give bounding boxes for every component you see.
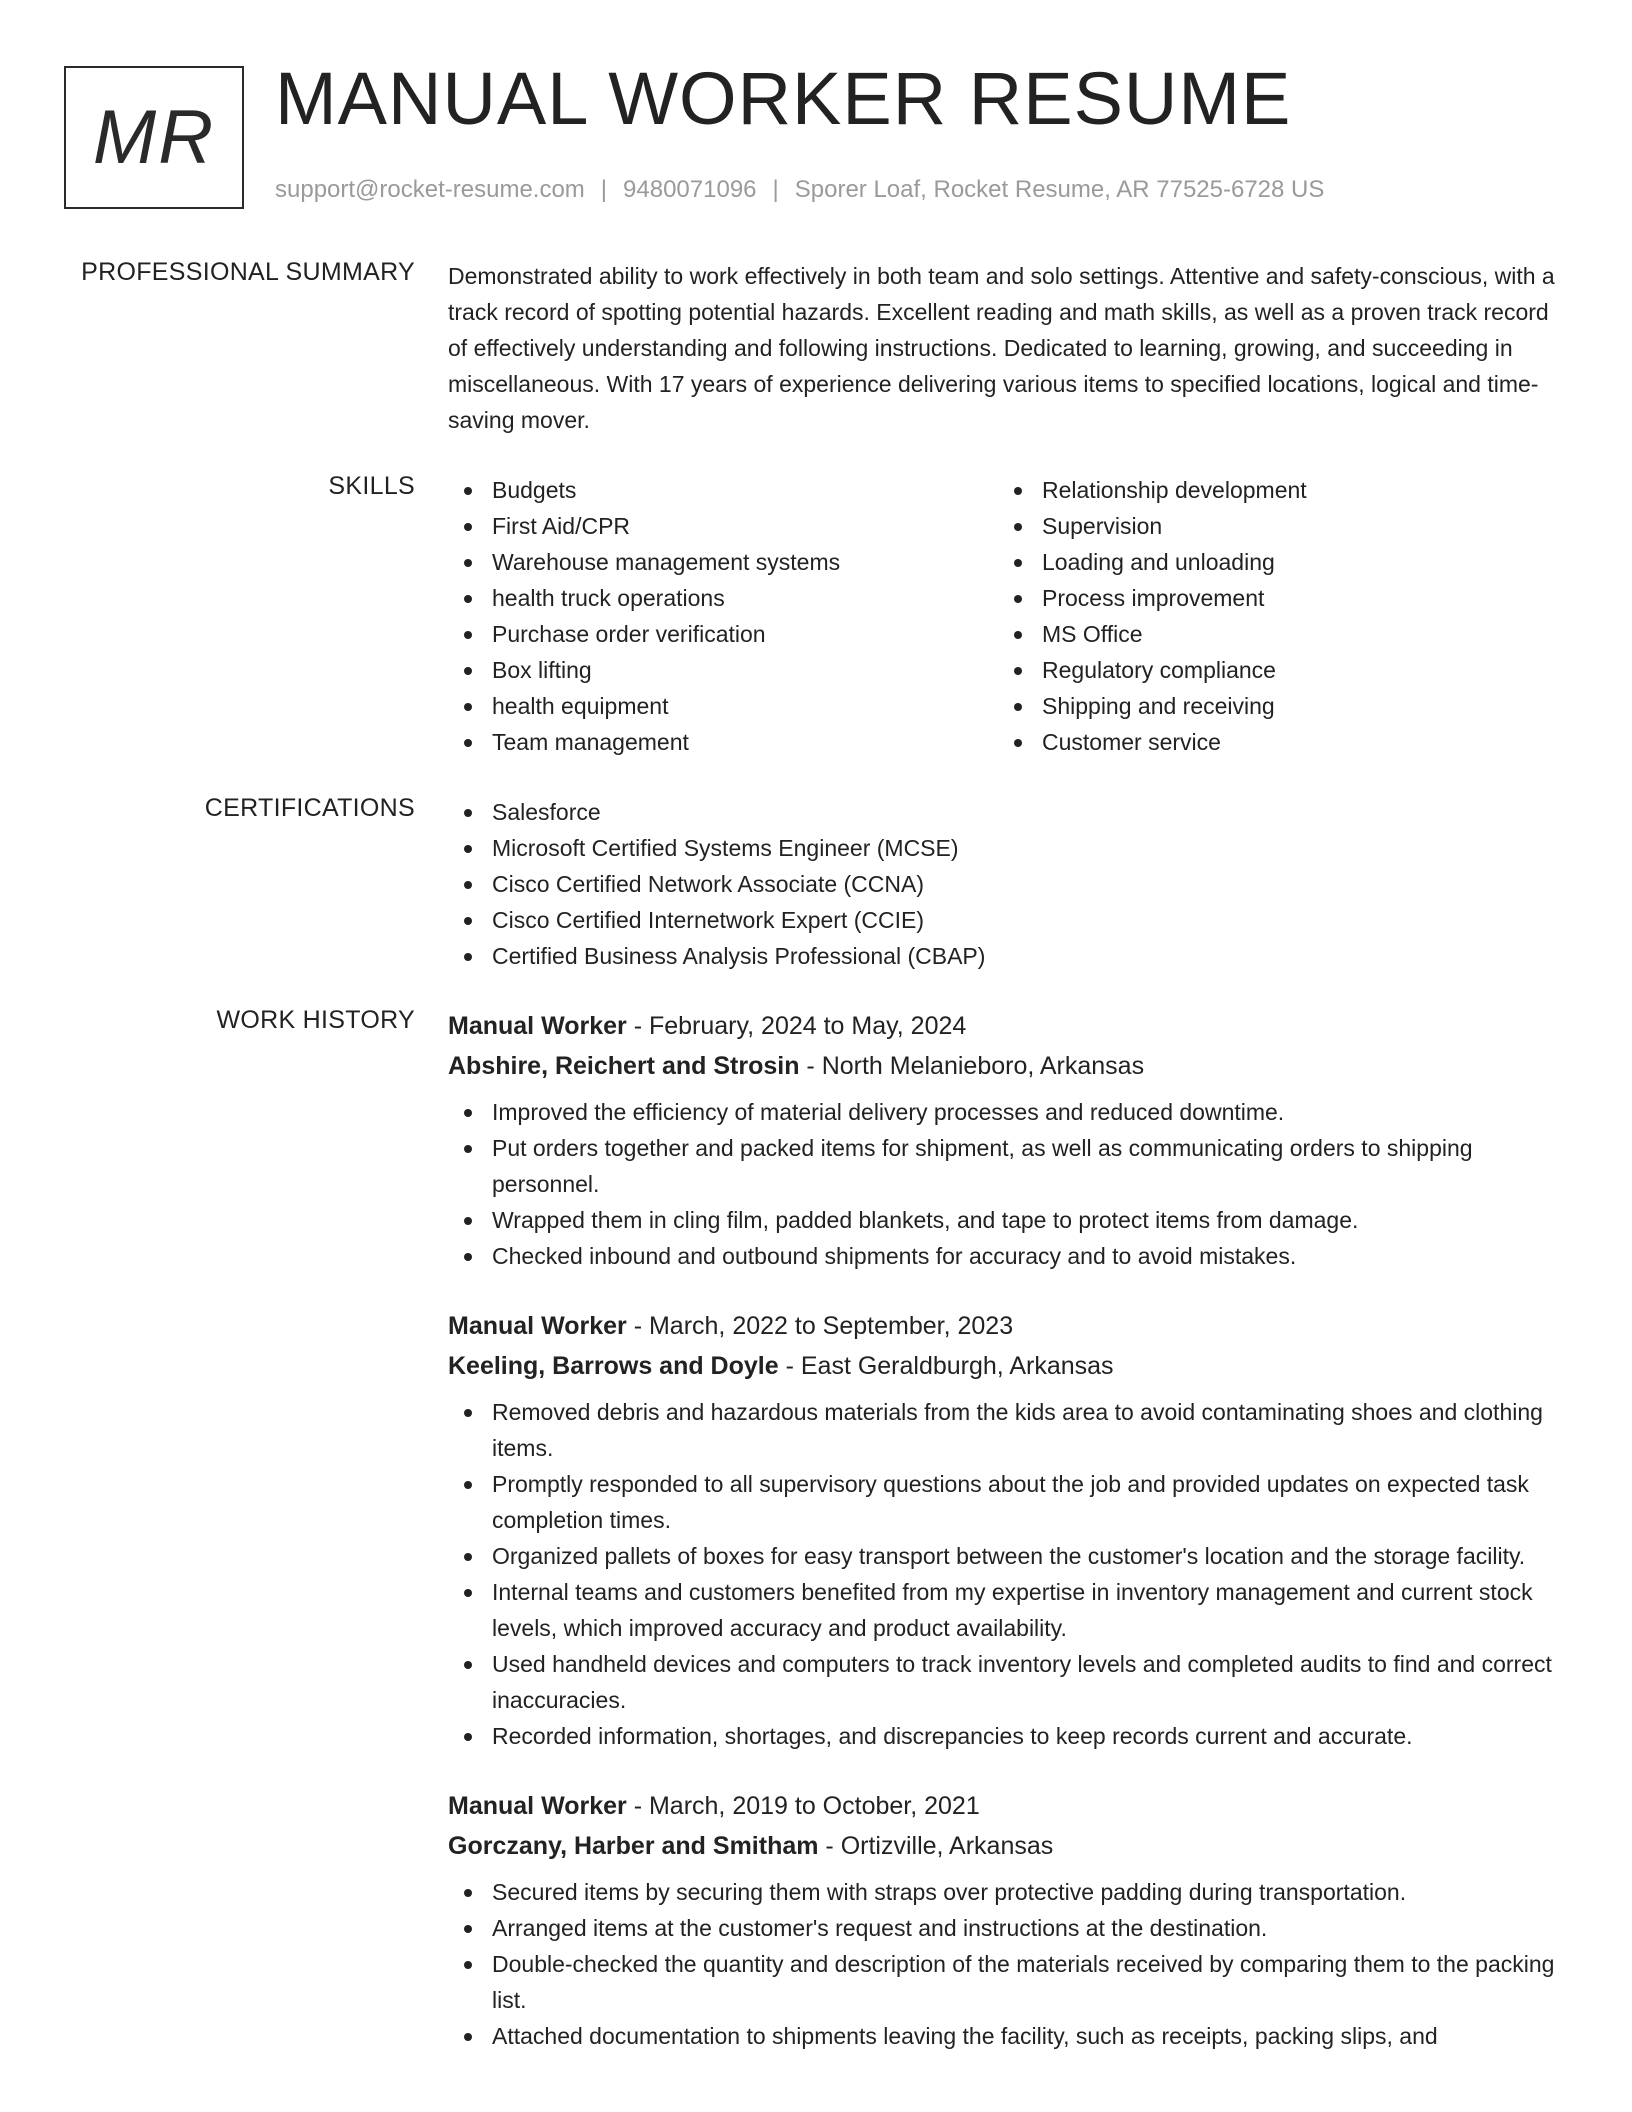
skill-item: First Aid/CPR	[448, 508, 998, 544]
skill-item: Warehouse management systems	[448, 544, 998, 580]
certification-item: Cisco Certified Network Associate (CCNA)	[448, 866, 1568, 902]
job-duty: Internal teams and customers benefited from my expertise in inventory management and current stock levels, which improved accuracy and product availability.	[448, 1574, 1568, 1646]
job-company: Keeling, Barrows and Doyle	[448, 1352, 779, 1380]
summary-heading: PROFESSIONAL SUMMARY	[81, 258, 415, 286]
job-company-line: Abshire, Reichert and Strosin - North Melanieboro, Arkansas	[448, 1052, 1145, 1080]
monogram-initials: MR	[92, 95, 216, 180]
job-dates: March, 2022 to September, 2023	[648, 1312, 1014, 1340]
job-title-line: Manual Worker - March, 2019 to October, 2021	[448, 1792, 980, 1820]
certification-item: Microsoft Certified Systems Engineer (MCSE)	[448, 830, 1568, 866]
job-title: Manual Worker	[448, 1792, 627, 1820]
certification-item: Certified Business Analysis Professional (CBAP)	[448, 938, 1568, 974]
job-title-line: Manual Worker - February, 2024 to May, 2024	[448, 1012, 967, 1040]
job-location: North Melanieboro, Arkansas	[821, 1052, 1145, 1080]
job-title: Manual Worker	[448, 1012, 627, 1040]
job-duty: Promptly responded to all supervisory questions about the job and provided updates on expected task completion times.	[448, 1466, 1568, 1538]
contact-line	[275, 176, 1324, 204]
job-duty: Improved the efficiency of material delivery processes and reduced downtime.	[448, 1094, 1568, 1130]
skill-item: Customer service	[998, 724, 1548, 760]
certification-item: Salesforce	[448, 794, 1568, 830]
skills-list	[448, 472, 1568, 760]
skill-item: health equipment	[448, 688, 998, 724]
contact-separator: |	[600, 176, 608, 203]
job-duty: Recorded information, shortages, and discrepancies to keep records current and accurate.	[448, 1718, 1568, 1754]
job-entry	[448, 1006, 1568, 1274]
monogram-box	[64, 66, 244, 209]
job-duty: Organized pallets of boxes for easy transport between the customer's location and the storage facility.	[448, 1538, 1568, 1574]
resume-title: MANUAL WORKER RESUME	[275, 57, 1292, 140]
job-duty: Put orders together and packed items for shipment, as well as communicating orders to shipping personnel.	[448, 1130, 1568, 1202]
skill-item: Box lifting	[448, 652, 998, 688]
contact-separator: |	[772, 176, 779, 203]
certifications-list	[448, 794, 1568, 974]
job-duty: Attached documentation to shipments leaving the facility, such as receipts, packing slips, and	[448, 2018, 1568, 2054]
skill-item: Relationship development	[998, 472, 1548, 508]
job-duty: Arranged items at the customer's request and instructions at the destination.	[448, 1910, 1568, 1946]
work-history-heading: WORK HISTORY	[216, 1006, 415, 1034]
job-entry	[448, 1786, 1568, 2054]
skill-item: Process improvement	[998, 580, 1548, 616]
skill-item: Shipping and receiving	[998, 688, 1548, 724]
contact-email: support@rocket-resume.com	[275, 176, 585, 203]
job-title: Manual Worker	[448, 1312, 627, 1340]
job-duty: Secured items by securing them with straps over protective padding during transportation.	[448, 1874, 1568, 1910]
job-dates: March, 2019 to October, 2021	[648, 1792, 980, 1820]
skill-item: Supervision	[998, 508, 1548, 544]
job-location: Ortizville, Arkansas	[840, 1832, 1054, 1860]
contact-address: Sporer Loaf, Rocket Resume, AR 77525-6728 US	[794, 176, 1325, 203]
job-title-line: Manual Worker - March, 2022 to September, 2023	[448, 1312, 1014, 1340]
job-location: East Geraldburgh, Arkansas	[800, 1352, 1114, 1380]
contact-phone: 9480071096	[623, 176, 757, 203]
skill-item: Regulatory compliance	[998, 652, 1548, 688]
job-duty: Used handheld devices and computers to track inventory levels and completed audits to find and correct inaccuracies.	[448, 1646, 1568, 1718]
skill-item: Purchase order verification	[448, 616, 998, 652]
job-duty: Wrapped them in cling film, padded blankets, and tape to protect items from damage.	[448, 1202, 1568, 1238]
job-dates: February, 2024 to May, 2024	[648, 1012, 967, 1040]
job-duty: Checked inbound and outbound shipments for accuracy and to avoid mistakes.	[448, 1238, 1568, 1274]
job-company-line: Keeling, Barrows and Doyle - East Geraldburgh, Arkansas	[448, 1352, 1114, 1380]
skill-item: health truck operations	[448, 580, 998, 616]
skill-item: Team management	[448, 724, 998, 760]
skill-item: Budgets	[448, 472, 998, 508]
job-duty: Removed debris and hazardous materials from the kids area to avoid contaminating shoes and clothing items.	[448, 1394, 1568, 1466]
skill-item: MS Office	[998, 616, 1548, 652]
summary-text: Demonstrated ability to work effectively in both team and solo settings. Attentive and safety-conscious, with a track record of spotting potential hazards. Excellent reading and math skills, as well as a proven track record of effectively understanding and following instructions. Dedicated to learning, growing, and succeeding in miscellaneous. With 17 years of experience delivering various items to specified locations, logical and time-saving mover.	[448, 263, 1555, 433]
job-duties-list	[448, 1394, 1568, 1754]
skills-heading: SKILLS	[328, 472, 415, 500]
certification-item: Cisco Certified Internetwork Expert (CCIE)	[448, 902, 1568, 938]
job-entry	[448, 1306, 1568, 1754]
job-duties-list	[448, 1094, 1568, 1274]
job-company-line: Gorczany, Harber and Smitham - Ortizville, Arkansas	[448, 1832, 1054, 1860]
job-duties-list	[448, 1874, 1568, 2054]
skill-item: Loading and unloading	[998, 544, 1548, 580]
certifications-heading: CERTIFICATIONS	[204, 794, 415, 822]
job-company: Abshire, Reichert and Strosin	[448, 1052, 800, 1080]
job-company: Gorczany, Harber and Smitham	[448, 1832, 819, 1860]
job-duty: Double-checked the quantity and description of the materials received by comparing them to the packing list.	[448, 1946, 1568, 2018]
